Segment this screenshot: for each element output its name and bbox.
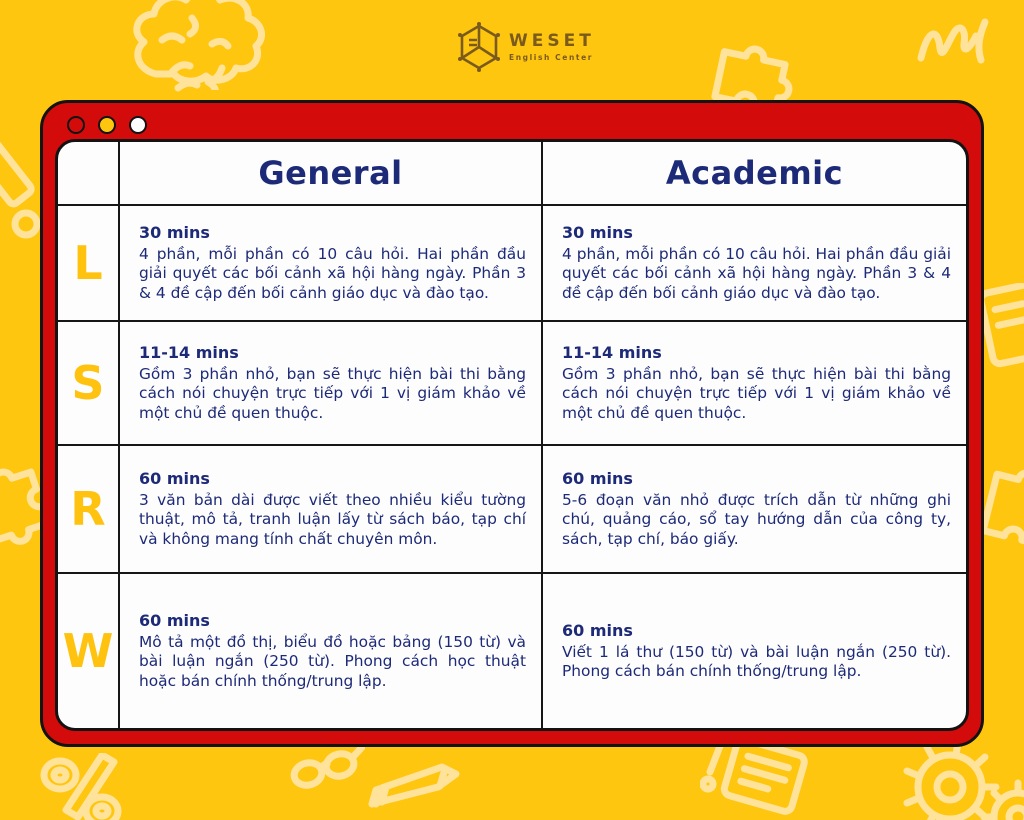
description-text: 5-6 đoạn văn nhỏ được trích dẫn từ những ghi chú, quảng cáo, sổ tay hướng dẫn của công ty, sách, tạp chí, báo giấy. <box>562 491 951 548</box>
header-corner-cell <box>58 142 120 206</box>
row-letter-speaking: S <box>58 322 120 446</box>
description-text: Gồm 3 phần nhỏ, bạn sẽ thực hiện bài thi bằng cách nói chuyện trực tiếp với 1 vị giám khảo về một chủ đề quen thuộc. <box>139 365 526 422</box>
window-dot-red-icon <box>67 116 85 134</box>
puzzle-left-icon <box>0 452 45 572</box>
window-dot-white-icon <box>129 116 147 134</box>
content-panel <box>55 139 969 731</box>
duration-label: 30 mins <box>139 223 210 243</box>
brand-tagline: English Center <box>509 52 594 62</box>
cell-listening-general <box>120 206 543 322</box>
column-header-academic <box>543 142 966 206</box>
duration-label: 60 mins <box>562 620 633 640</box>
cube-logo-icon <box>458 22 500 72</box>
row-letter-reading: R <box>58 446 120 574</box>
duration-label: 60 mins <box>139 469 210 489</box>
notebook-icon <box>700 740 825 820</box>
header-general-label: General <box>258 154 403 192</box>
cell-speaking-academic <box>543 322 966 446</box>
description-text: 3 văn bản dài được viết theo nhiều kiểu tường thuật, mô tả, tranh luận lấy từ sách báo, tạp chí và không mang tính chất chuyên môn. <box>139 491 526 548</box>
window-dot-yellow-icon <box>98 116 116 134</box>
cell-listening-academic <box>543 206 966 322</box>
duration-label: 11-14 mins <box>562 343 662 363</box>
brand-logo <box>458 22 595 72</box>
duration-label: 60 mins <box>562 469 633 489</box>
glasses-icon <box>290 744 365 799</box>
description-text: 4 phần, mỗi phần có 10 câu hỏi. Hai phần đầu giải quyết các bối cảnh xã hội hàng ngày. Phần 3 & 4 đề cập đến bối cảnh giáo dục và đào tạo. <box>562 245 951 302</box>
description-text: Mô tả một đồ thị, biểu đồ hoặc bảng (150 từ) và bài luận ngắn (250 từ). Phong cách học thuật hoặc bán chính thống/trung lập. <box>139 633 526 690</box>
row-letter-writing: W <box>58 574 120 728</box>
column-header-general <box>120 142 543 206</box>
scribble-dashes-icon <box>168 58 218 98</box>
brand-name: WESET <box>509 30 595 51</box>
brain-icon <box>118 0 283 90</box>
browser-titlebar <box>67 116 147 134</box>
row-letter-listening: L <box>58 206 120 322</box>
scribble-squiggle-icon <box>915 16 995 71</box>
ielts-comparison-table <box>58 142 966 728</box>
cell-writing-general <box>120 574 543 728</box>
puzzle-right-icon <box>978 458 1024 578</box>
duration-label: 60 mins <box>139 611 210 631</box>
duration-label: 30 mins <box>562 223 633 243</box>
cell-reading-academic <box>543 446 966 574</box>
cell-writing-academic <box>543 574 966 728</box>
description-text: Gồm 3 phần nhỏ, bạn sẽ thực hiện bài thi bằng cách nói chuyện trực tiếp với 1 vị giám khảo về một chủ đề quen thuộc. <box>562 365 951 422</box>
browser-window <box>40 100 984 747</box>
description-text: Viết 1 lá thư (150 từ) và bài luận ngắn (250 từ). Phong cách bán chính thống/trung lập. <box>562 642 951 680</box>
cell-speaking-general <box>120 322 543 446</box>
cell-reading-general <box>120 446 543 574</box>
duration-label: 11-14 mins <box>139 343 239 363</box>
gears-icon <box>855 735 1024 820</box>
description-text: 4 phần, mỗi phần có 10 câu hỏi. Hai phần đầu giải quyết các bối cảnh xã hội hàng ngày. Phần 3 & 4 đề cập đến bối cảnh giáo dục và đào tạo. <box>139 245 526 302</box>
pencil-icon <box>362 762 467 817</box>
percent-icon <box>38 753 128 820</box>
header-academic-label: Academic <box>665 154 844 192</box>
